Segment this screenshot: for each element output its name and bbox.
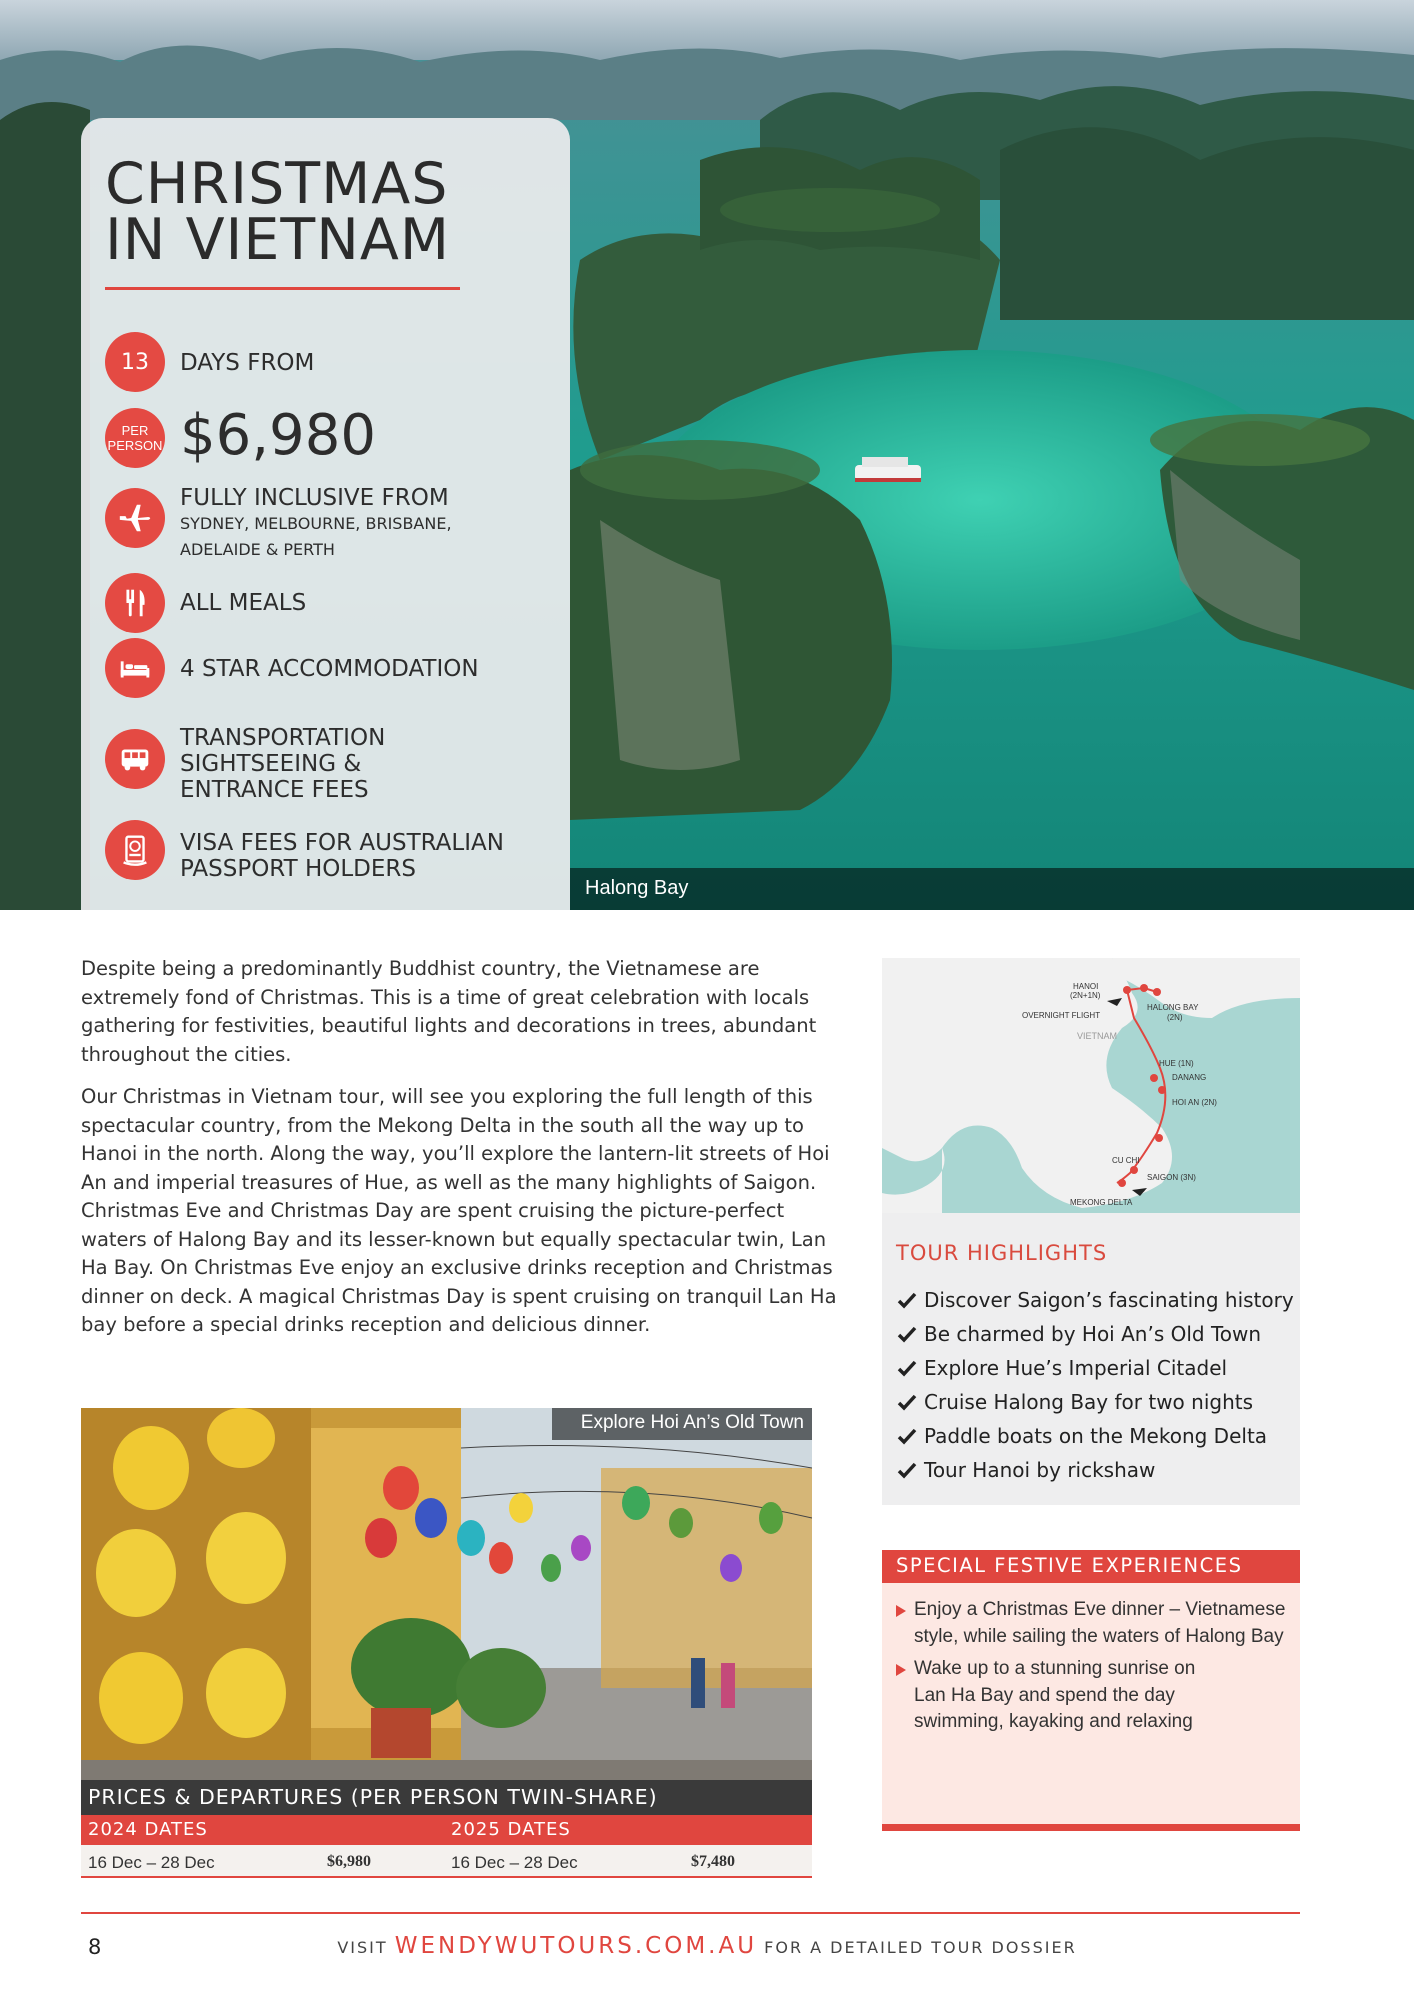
days-number: 13 <box>121 349 149 375</box>
highlight-text: Explore Hue’s Imperial Citadel <box>924 1356 1228 1380</box>
inclusive-cities-2: ADELAIDE & PERTH <box>180 540 335 559</box>
inclusive-title: FULLY INCLUSIVE FROM <box>180 485 449 511</box>
footer-visit: VISIT <box>337 1938 388 1957</box>
price-2025: $7,480 <box>691 1853 735 1870</box>
accommodation-feature: 4 STAR ACCOMMODATION <box>180 656 479 682</box>
table-row <box>81 1845 812 1878</box>
route-map <box>882 958 1300 1213</box>
list-item <box>896 1385 1296 1419</box>
bus-icon <box>105 729 165 789</box>
footer <box>0 1933 1414 1959</box>
days-label: DAYS FROM <box>180 350 315 376</box>
per-person-badge <box>105 408 165 468</box>
plane-icon <box>105 488 165 548</box>
hoian-photo-graphic <box>81 1408 812 1780</box>
highlights-title: TOUR HIGHLIGHTS <box>896 1241 1108 1265</box>
intro-text <box>81 955 851 1354</box>
festive-experiences <box>882 1583 1300 1831</box>
map-label-cuchi: CU CHI <box>1112 1156 1140 1165</box>
inclusive-cities-1: SYDNEY, MELBOURNE, BRISBANE, <box>180 514 452 533</box>
transport-feature <box>180 725 385 803</box>
visa-line-1: VISA FEES FOR AUSTRALIAN <box>180 830 504 856</box>
transport-line-3: ENTRANCE FEES <box>180 777 369 803</box>
title-line-2: IN VIETNAM <box>105 207 451 273</box>
highlight-text: Tour Hanoi by rickshaw <box>924 1458 1156 1482</box>
check-icon <box>896 1425 918 1447</box>
dates-2025-label: 2025 DATES <box>451 1819 571 1840</box>
map-label-hue: HUE (1N) <box>1159 1059 1194 1068</box>
per-person-line-2: PERSON <box>107 438 163 453</box>
list-item <box>896 1597 1291 1650</box>
visa-icon <box>105 820 165 880</box>
bed-icon <box>105 638 165 698</box>
arrow-right-icon <box>896 1664 906 1676</box>
tour-price: $6,980 <box>180 403 376 468</box>
list-item <box>896 1453 1296 1487</box>
list-item <box>896 1419 1296 1453</box>
dates-2025-range: 16 Dec – 28 Dec <box>451 1853 578 1872</box>
hero-section <box>0 0 1414 910</box>
tour-info-panel <box>81 118 570 910</box>
inclusive-feature <box>180 485 452 563</box>
page-number: 8 <box>88 1935 102 1959</box>
hero-caption: Halong Bay <box>585 877 689 899</box>
list-item <box>896 1283 1296 1317</box>
dates-2024-label: 2024 DATES <box>88 1819 208 1840</box>
highlights-list <box>896 1283 1296 1487</box>
tour-highlights <box>882 1213 1300 1505</box>
list-item <box>896 1656 1291 1736</box>
prices-dates-header <box>81 1815 812 1845</box>
map-label-hanoi: HANOI <box>1073 982 1099 991</box>
sidebar <box>882 958 1300 1878</box>
map-label-vietnam: VIETNAM <box>1077 1031 1118 1041</box>
price-2024: $6,980 <box>327 1853 371 1870</box>
map-label-overnight: OVERNIGHT FLIGHT <box>1022 1011 1101 1020</box>
visa-feature <box>180 830 504 882</box>
festive-2-line-1: Wake up to a stunning sunrise on <box>914 1658 1196 1679</box>
festive-1-line-1: Enjoy a Christmas Eve dinner – Vietnamese <box>914 1599 1286 1620</box>
footer-suffix: FOR A DETAILED TOUR DOSSIER <box>764 1938 1077 1957</box>
festive-2-line-2: Lan Ha Bay and spend the day <box>914 1684 1175 1706</box>
visa-line-2: PASSPORT HOLDERS <box>180 856 417 882</box>
hoian-photo <box>81 1408 812 1780</box>
arrow-right-icon <box>896 1605 906 1617</box>
cutlery-icon <box>105 573 165 633</box>
website-link[interactable]: WENDYWUTOURS.COM.AU <box>394 1933 758 1959</box>
intro-paragraph-2: Our Christmas in Vietnam tour, will see you exploring the full length of this spectacular country, from the Mekong Delta in the south all the way up to Hanoi in the north. Along the way, you’ll explore the lantern-lit streets of Hoi An and imperial treasures of Hue, as well as the many highlights of Saigon. Christmas Eve and Christmas Day are spent cruising the picture-perfect waters of Halong Bay and its lesser-known but equally spectacular twin, Lan Ha Bay. On Christmas Eve enjoy an exclusive drinks reception and Christmas dinner on deck. A magical Christmas Day is spent cruising on tranquil Lan Ha bay before a special drinks reception and delicious dinner. <box>81 1085 837 1336</box>
prices-title: PRICES & DEPARTURES (PER PERSON TWIN-SHARE) <box>88 1785 658 1809</box>
festive-header <box>882 1550 1300 1583</box>
festive-2-line-3: swimming, kayaking and relaxing <box>914 1711 1193 1732</box>
festive-1-line-2: style, while sailing the waters of Halong Bay <box>914 1625 1284 1647</box>
title-line-1: CHRISTMAS <box>105 151 449 217</box>
highlight-text: Be charmed by Hoi An’s Old Town <box>924 1322 1262 1346</box>
footer-divider <box>81 1912 1300 1914</box>
map-label-danang: DANANG <box>1172 1073 1207 1082</box>
page-title <box>105 151 565 273</box>
map-label-halong: HALONG BAY <box>1147 1003 1199 1012</box>
highlight-text: Cruise Halong Bay for two nights <box>924 1390 1254 1414</box>
intro-paragraph-1: Despite being a predominantly Buddhist country, the Vietnamese are extremely fond of Christmas. This is a time of great celebration with locals gathering for festivities, beautiful lights and decorations in trees, abundant throughout the cities. <box>81 957 817 1066</box>
highlight-text: Discover Saigon’s fascinating history <box>924 1288 1294 1312</box>
map-label-hoian: HOI AN (2N) <box>1172 1098 1217 1107</box>
title-divider <box>105 287 460 290</box>
transport-line-2: SIGHTSEEING & <box>180 751 362 777</box>
highlight-text: Paddle boats on the Mekong Delta <box>924 1424 1268 1448</box>
check-icon <box>896 1391 918 1413</box>
check-icon <box>896 1459 918 1481</box>
check-icon <box>896 1289 918 1311</box>
map-label-hanoi-nights: (2N+1N) <box>1070 991 1101 1000</box>
list-item <box>896 1317 1296 1351</box>
per-person-line-1: PER <box>121 423 149 438</box>
festive-list <box>896 1597 1291 1742</box>
prices-header <box>81 1780 812 1815</box>
dates-2024-range: 16 Dec – 28 Dec <box>88 1853 215 1872</box>
transport-line-1: TRANSPORTATION <box>180 725 386 751</box>
hoian-caption: Explore Hoi An’s Old Town <box>580 1412 804 1433</box>
check-icon <box>896 1357 918 1379</box>
list-item <box>896 1351 1296 1385</box>
map-label-halong-nights: (2N) <box>1167 1013 1183 1022</box>
check-icon <box>896 1323 918 1345</box>
map-label-mekong: MEKONG DELTA <box>1070 1198 1133 1207</box>
days-badge <box>105 332 165 392</box>
festive-title: SPECIAL FESTIVE EXPERIENCES <box>896 1554 1243 1577</box>
hero-caption-bar <box>570 868 1414 910</box>
meals-feature: ALL MEALS <box>180 590 307 616</box>
map-label-saigon: SAIGON (3N) <box>1147 1173 1196 1182</box>
